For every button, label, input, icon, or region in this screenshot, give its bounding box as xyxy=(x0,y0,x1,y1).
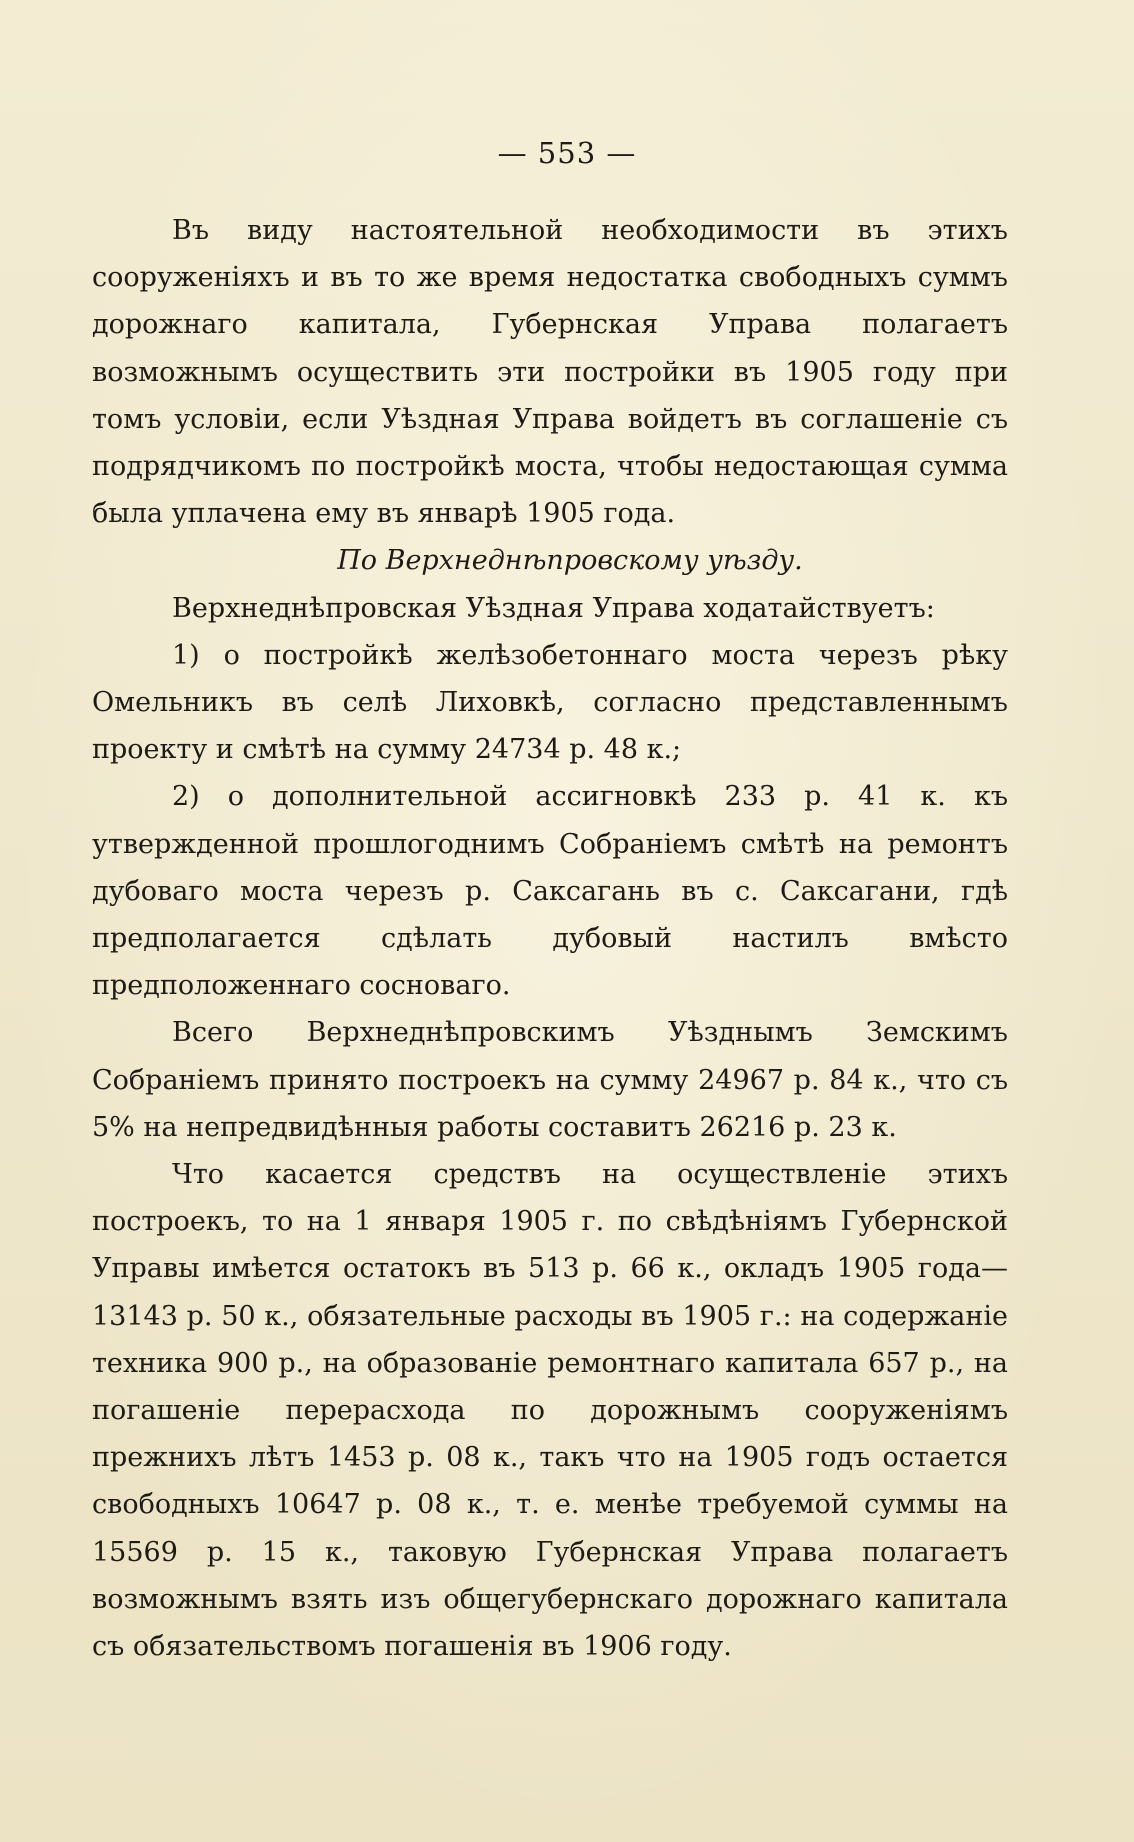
paragraph-total: Всего Верхнеднѣпровскимъ Уѣзднымъ Земскимъ Собраніемъ принято построекъ на сумму 24967 р. 84 к., что съ 5% на непредвидѣнныя работы составитъ 26216 р. 23 к. xyxy=(92,1017,1008,1143)
paragraph-item-1: 1) о постройкѣ желѣзобетоннаго моста черезъ рѣку Омельникъ въ селѣ Лиховкѣ, согласно представленнымъ проекту и смѣтѣ на сумму 24734 р. 48 к.; xyxy=(92,639,1008,766)
paragraph-petition: Верхнеднѣпровская Уѣздная Управа ходатайствуетъ: xyxy=(172,592,935,624)
body-text xyxy=(92,207,1008,1670)
paragraph-intro: Въ виду настоятельной необходимости въ этихъ сооруженіяхъ и въ то же время недостатка свободныхъ суммъ дорожнаго капитала, Губернская Управа полагаетъ возможнымъ осуществить эти постройки въ 1905 году при томъ условіи, если Уѣздная Управа войдетъ въ соглашеніе съ подрядчикомъ по постройкѣ моста, чтобы недостающая сумма была уплачена ему въ январѣ 1905 года. xyxy=(92,215,1008,530)
page-number: — 553 — xyxy=(497,136,637,170)
section-heading: По Верхнеднѣпровскому уѣзду. xyxy=(337,545,803,577)
paragraph-funds: Что касается средствъ на осуществленіе этихъ построекъ, то на 1 января 1905 г. по свѣдѣніямъ Губернской Управы имѣется остатокъ въ 513 р. 66 к., окладъ 1905 года— 13143 р. 50 к., обязательные расходы въ 1905 г.: на содержаніе техника 900 р., на образованіе ремонтнаго капитала 657 р., на погашеніе перерасхода по дорожнымъ сооруженіямъ прежнихъ лѣтъ 1453 р. 08 к., такъ что на 1905 годъ остается свободныхъ 10647 р. 08 к., т. е. менѣе требуемой суммы на 15569 р. 15 к., таковую Губернская Управа полагаетъ возможнымъ взять изъ общегубернскаго дорожнаго капитала съ обязательствомъ погашенія въ 1906 году. xyxy=(92,1159,1008,1663)
paragraph-item-2: 2) о дополнительной ассигновкѣ 233 р. 41 к. къ утвержденной прошлогоднимъ Собраніемъ смѣтѣ на ремонтъ дубоваго моста черезъ р. Саксагань въ с. Саксагани, гдѣ предполагается сдѣлать дубовый настилъ вмѣсто предположеннаго сосноваго. xyxy=(92,781,1008,1002)
